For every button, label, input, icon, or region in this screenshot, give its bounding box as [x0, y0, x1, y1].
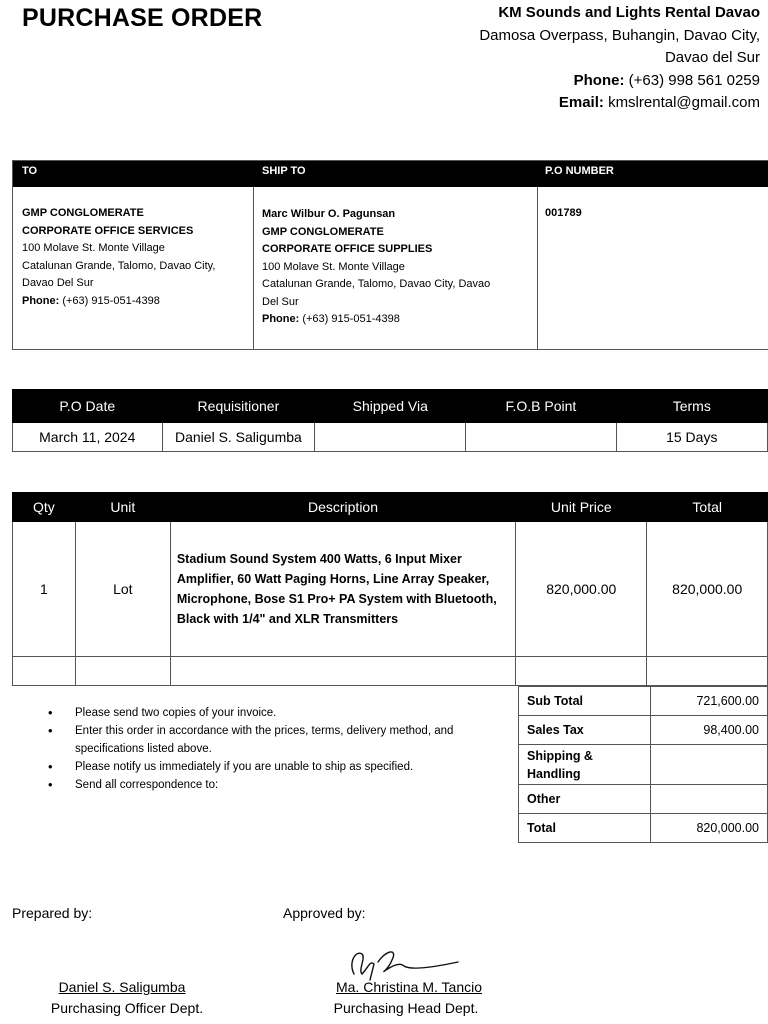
ship-to-name: Marc Wilbur O. Pagunsan	[262, 208, 396, 220]
ship-to-address-line2: Catalunan Grande, Talomo, Davao City, Davao	[262, 278, 491, 290]
shipped-via-value	[315, 423, 466, 452]
vendor-block	[479, 2, 760, 115]
description-header: Description	[170, 493, 515, 522]
list-item: • Please notify us immediately if you are unable to ship as specified.	[48, 758, 498, 776]
to-phone-label: Phone:	[22, 294, 60, 307]
vendor-address-line1: Damosa Overpass, Buhangin, Davao City,	[479, 26, 760, 44]
list-item: • Send all correspondence to:	[48, 776, 498, 794]
to-address-line1: 100 Molave St. Monte Village	[22, 242, 165, 254]
item-unit-price: 820,000.00	[516, 522, 647, 657]
other-label: Other	[519, 785, 651, 814]
terms-header: Terms	[616, 390, 767, 423]
sales-tax-row	[519, 716, 768, 745]
items-table	[12, 492, 768, 686]
po-number-header: P.O NUMBER	[545, 165, 614, 177]
address-table-header	[13, 161, 768, 187]
items-header-row	[13, 493, 768, 522]
address-table	[12, 160, 768, 350]
list-item: • Enter this order in accordance with the prices, terms, delivery method, and specifications listed above.	[48, 722, 498, 758]
ship-to-company-line2: CORPORATE OFFICE SUPPLIES	[262, 243, 433, 255]
item-description: Stadium Sound System 400 Watts, 6 Input Mixer Amplifier, 60 Watt Paging Horns, Line Array Speaker, Microphone, Bose S1 Pro+ PA System with Bluetooth, Black with 1/4" and XLR Transmitters	[170, 522, 515, 657]
order-info-value-row	[13, 423, 768, 452]
vendor-phone-value: (+63) 998 561 0259	[628, 71, 760, 89]
totals-table	[518, 686, 768, 843]
approved-by-name: Ma. Christina M. Tancio	[335, 979, 482, 995]
to-phone-value: (+63) 915-051-4398	[62, 294, 160, 307]
ship-to-header: SHIP TO	[262, 165, 306, 177]
grand-total-label: Total	[519, 814, 651, 843]
item-total: 820,000.00	[647, 522, 768, 657]
fob-point-header: F.O.B Point	[466, 390, 616, 423]
shipped-via-header: Shipped Via	[315, 390, 466, 423]
unit-price-header: Unit Price	[516, 493, 647, 522]
to-phone	[22, 293, 215, 311]
to-company-line1: GMP CONGLOMERATE	[22, 207, 144, 219]
subtotal-row	[519, 687, 768, 716]
requisitioner-header: Requisitioner	[162, 390, 315, 423]
ship-to-phone-label: Phone:	[262, 313, 300, 325]
item-unit: Lot	[75, 522, 170, 657]
total-header: Total	[647, 493, 768, 522]
sales-tax-value: 98,400.00	[651, 716, 768, 745]
requisitioner-value: Daniel S. Saligumba	[162, 423, 315, 452]
prepared-by-name: Daniel S. Saligumba	[58, 979, 186, 995]
po-date-value: March 11, 2024	[13, 423, 163, 452]
vendor-phone	[479, 70, 760, 93]
grand-total-row	[519, 814, 768, 843]
to-company-line2: CORPORATE OFFICE SERVICES	[22, 224, 194, 237]
prepared-by-label: Prepared by:	[12, 905, 93, 921]
to-address	[22, 205, 215, 310]
subtotal-value: 721,600.00	[651, 687, 768, 716]
to-header: TO	[22, 165, 38, 177]
approved-by-title: Purchasing Head Dept.	[333, 1000, 479, 1016]
notes-list	[48, 704, 498, 794]
ship-to-phone-value: (+63) 915-051-4398	[302, 313, 400, 325]
order-info-table	[12, 389, 768, 452]
vendor-email-label: Email:	[558, 94, 604, 111]
terms-value: 15 Days	[616, 423, 767, 452]
document-title: PURCHASE ORDER	[22, 4, 263, 32]
ship-to-address-line1: 100 Molave St. Monte Village	[262, 260, 405, 273]
shipping-row	[519, 745, 768, 785]
qty-header: Qty	[13, 493, 76, 522]
fob-point-value	[466, 423, 616, 452]
empty-cell	[13, 657, 76, 686]
shipping-label: Shipping & Handling	[519, 745, 651, 785]
po-date-header: P.O Date	[13, 390, 163, 423]
approved-by-label: Approved by:	[283, 905, 366, 921]
table-row	[13, 522, 768, 657]
empty-cell	[75, 657, 170, 686]
po-number-value: 001789	[545, 207, 582, 219]
ship-to-address	[262, 206, 490, 329]
vendor-address-line2: Davao del Sur	[664, 49, 760, 66]
prepared-by-title: Purchasing Officer Dept.	[50, 1000, 204, 1016]
column-divider	[253, 187, 254, 349]
list-item: • Please send two copies of your invoice.	[48, 704, 498, 722]
vendor-name: KM Sounds and Lights Rental Davao	[498, 4, 760, 21]
ship-to-phone	[262, 311, 490, 329]
grand-total-value: 820,000.00	[651, 814, 768, 843]
ship-to-company-line1: GMP CONGLOMERATE	[262, 225, 384, 238]
subtotal-label: Sub Total	[519, 687, 651, 716]
ship-to-address-line3: Del Sur	[262, 295, 299, 308]
vendor-phone-label: Phone:	[573, 71, 625, 89]
item-qty: 1	[13, 522, 76, 657]
sales-tax-label: Sales Tax	[519, 716, 651, 745]
other-value	[651, 785, 768, 814]
column-divider	[537, 187, 538, 349]
vendor-email-value: kmslrental@gmail.com	[608, 94, 760, 111]
order-info-header-row	[13, 390, 768, 423]
empty-cell	[516, 657, 647, 686]
table-row-empty	[13, 657, 768, 686]
vendor-email	[479, 92, 760, 115]
empty-cell	[170, 657, 515, 686]
shipping-value	[651, 745, 768, 785]
to-address-line3: Davao Del Sur	[22, 277, 94, 289]
unit-header: Unit	[75, 493, 170, 522]
empty-cell	[647, 657, 768, 686]
other-row	[519, 785, 768, 814]
to-address-line2: Catalunan Grande, Talomo, Davao City,	[22, 259, 216, 272]
